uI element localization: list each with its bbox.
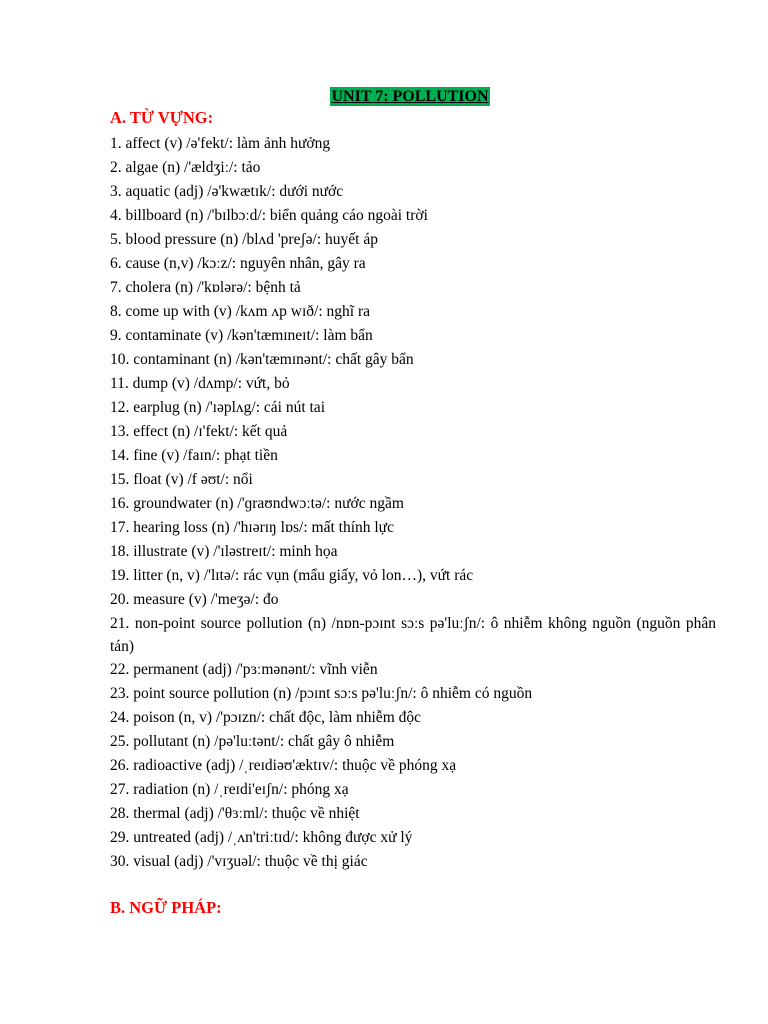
- list-item: 6. cause (n,v) /kɔːz/: nguyên nhân, gây ra: [110, 255, 366, 272]
- list-item: 14. fine (v) /faɪn/: phạt tiền: [110, 447, 278, 464]
- list-item: 10. contaminant (n) /kən'tæmɪnənt/: chất gây bẩn: [110, 351, 414, 368]
- list-item: 8. come up with (v) /kʌm ʌp wɪð/: nghĩ ra: [110, 303, 371, 320]
- list-item: 3. aquatic (adj) /ə'kwætɪk/: dưới nước: [110, 183, 344, 200]
- list-item: 25. pollutant (n) /pə'luːtənt/: chất gây ô nhiễm: [110, 733, 395, 750]
- list-item: 23. point source pollution (n) /pɔɪnt sɔːs pə'luːʃn/: ô nhiễm có nguồn: [110, 685, 533, 702]
- list-item: 27. radiation (n) /ˌreɪdi'eɪʃn/: phóng xạ: [110, 781, 349, 798]
- list-item: 9. contaminate (v) /kən'tæmɪneɪt/: làm bẩn: [110, 327, 373, 344]
- list-item: 18. illustrate (v) /'ɪləstreɪt/: minh họa: [110, 543, 338, 560]
- page-title: UNIT 7: POLLUTION: [331, 88, 489, 105]
- list-item: 30. visual (adj) /'vɪʒuəl/: thuộc về thị giác: [110, 853, 368, 870]
- list-item: 11. dump (v) /dʌmp/: vứt, bỏ: [110, 375, 290, 392]
- section-heading-grammar: B. NGỮ PHÁP:: [110, 898, 222, 917]
- list-item: 29. untreated (adj) /ˌʌn'triːtɪd/: không được xử lý: [110, 829, 413, 846]
- list-item: 17. hearing loss (n) /'hɪərɪŋ lɒs/: mất thính lực: [110, 519, 394, 536]
- list-item: 16. groundwater (n) /'ɡraʊndwɔːtə/: nước ngầm: [110, 495, 404, 512]
- list-item: 7. cholera (n) /'kɒlərə/: bệnh tả: [110, 279, 301, 296]
- section-heading-vocabulary: A. TỪ VỰNG:: [110, 108, 214, 127]
- list-item: 24. poison (n, v) /'pɔɪzn/: chất độc, làm nhiễm độc: [110, 709, 421, 726]
- list-item: 4. billboard (n) /'bɪlbɔːd/: biển quảng cáo ngoài trời: [110, 207, 428, 224]
- title-wrap: [0, 87, 768, 106]
- list-item: 1. affect (v) /ə'fekt/: làm ảnh hưởng: [110, 135, 331, 152]
- list-item: 26. radioactive (adj) /ˌreɪdiəʊ'æktɪv/: thuộc về phóng xạ: [110, 757, 457, 774]
- list-item: 12. earplug (n) /'ɪəplʌg/: cái nút tai: [110, 399, 325, 416]
- list-item: 22. permanent (adj) /'pɜːmənənt/: vĩnh viễn: [110, 661, 378, 678]
- list-item: 13. effect (n) /ɪ'fekt/: kết quả: [110, 423, 288, 440]
- list-item: 5. blood pressure (n) /blʌd 'preʃə/: huyết áp: [110, 231, 378, 248]
- list-item: 21. non-point source pollution (n) /nɒn-pɔɪnt sɔːs pə'luːʃn/: ô nhiễm không nguồn (nguồn phân tán): [110, 615, 716, 655]
- list-item: 2. algae (n) /'ældʒiː/: tảo: [110, 159, 261, 176]
- vocab-list: [110, 132, 716, 874]
- list-item: 20. measure (v) /'meʒə/: đo: [110, 591, 279, 608]
- list-item: 28. thermal (adj) /'θɜːml/: thuộc về nhiệt: [110, 805, 360, 822]
- list-item: 19. litter (n, v) /'lɪtə/: rác vụn (mẩu giấy, vỏ lon…), vứt rác: [110, 567, 474, 584]
- list-item: 15. float (v) /f əʊt/: nổi: [110, 471, 253, 488]
